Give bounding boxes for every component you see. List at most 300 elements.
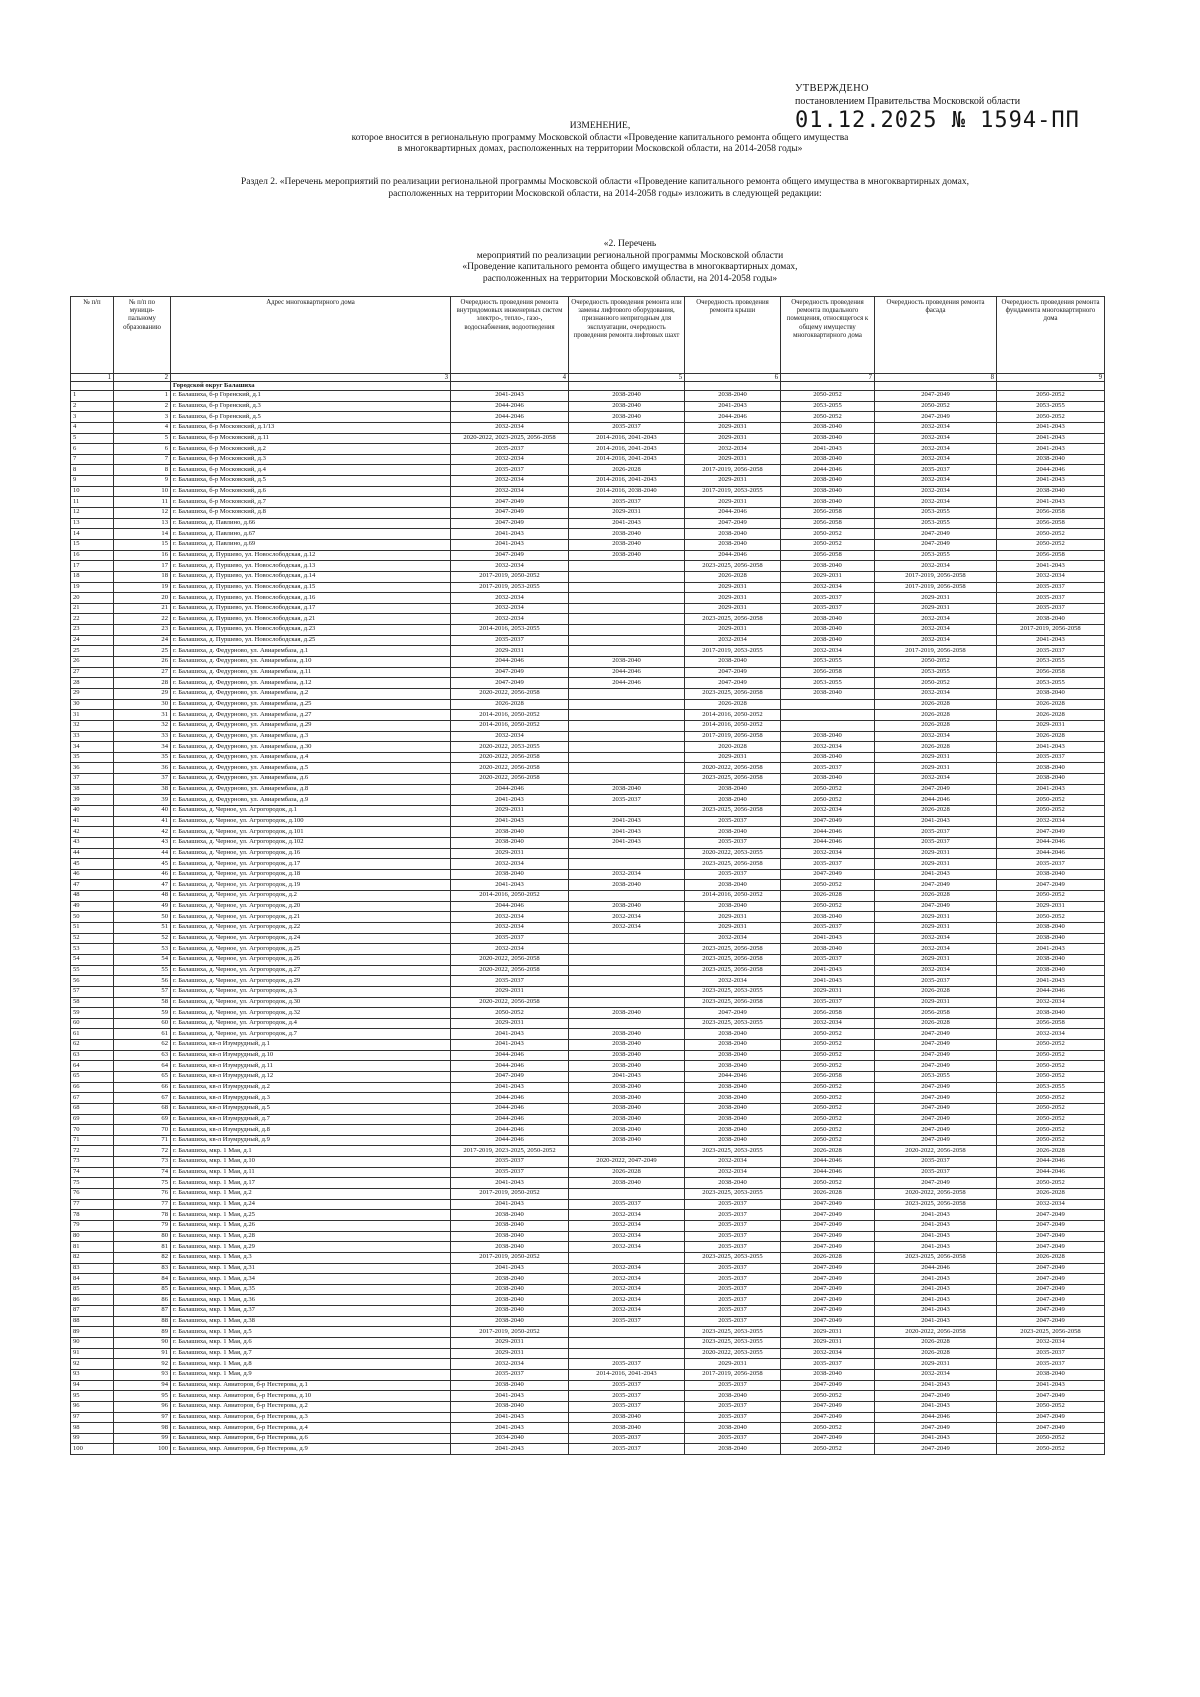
row-number: 30 (71, 699, 114, 710)
facade-period: 2026-2028 (875, 720, 997, 731)
table-row (71, 1391, 1105, 1402)
roof-period: 2047-2049 (685, 518, 781, 529)
elevator-period (569, 986, 685, 997)
basement-period: 2029-2031 (781, 1327, 875, 1338)
row-number: 25 (71, 646, 114, 657)
foundation-period: 2056-2058 (997, 518, 1105, 529)
elevator-period (569, 582, 685, 593)
facade-period: 2023-2025, 2056-2058 (875, 1199, 997, 1210)
facade-period: 2026-2028 (875, 891, 997, 902)
table-row (71, 859, 1105, 870)
row-number: 13 (71, 518, 114, 529)
roof-period: 2023-2025, 2056-2058 (685, 561, 781, 572)
engineering-systems-period: 2041-2043 (451, 795, 569, 806)
row-number: 52 (71, 933, 114, 944)
basement-period: 2038-2040 (781, 422, 875, 433)
facade-period: 2053-2055 (875, 550, 997, 561)
row-number: 29 (71, 688, 114, 699)
basement-period: 2047-2049 (781, 1242, 875, 1253)
municipal-number: 8 (114, 465, 171, 476)
elevator-period: 2014-2016, 2041-2043 (569, 1369, 685, 1380)
address: г. Балашиха, кв-л Изумрудный, д.9 (171, 1135, 451, 1146)
roof-period: 2023-2025, 2056-2058 (685, 944, 781, 955)
engineering-systems-period: 2032-2034 (451, 476, 569, 487)
address: г. Балашиха, д. Федурново, ул. Авиарембаза, д.1 (171, 646, 451, 657)
roof-period: 2023-2025, 2053-2055 (685, 1189, 781, 1200)
elevator-period: 2020-2022, 2047-2049 (569, 1157, 685, 1168)
foundation-period: 2050-2052 (997, 1433, 1105, 1444)
roof-period: 2038-2040 (685, 529, 781, 540)
table-row (71, 454, 1105, 465)
engineering-systems-period: 2038-2040 (451, 869, 569, 880)
municipal-number: 9 (114, 476, 171, 487)
municipal-number: 14 (114, 529, 171, 540)
roof-period: 2023-2025, 2056-2058 (685, 774, 781, 785)
table-row (71, 625, 1105, 636)
foundation-period: 2026-2028 (997, 1252, 1105, 1263)
foundation-period: 2050-2052 (997, 1178, 1105, 1189)
foundation-period: 2035-2037 (997, 859, 1105, 870)
row-number: 53 (71, 944, 114, 955)
address: г. Балашиха, д. Пуршево, ул. Новослободская, д.21 (171, 614, 451, 625)
address: г. Балашиха, д. Федурново, ул. Авиарембаза, д.6 (171, 774, 451, 785)
basement-period: 2050-2052 (781, 1114, 875, 1125)
engineering-systems-period: 2035-2037 (451, 444, 569, 455)
table-row (71, 1093, 1105, 1104)
address: г. Балашиха, д. Черное, ул. Агрогородок, д.1 (171, 805, 451, 816)
foundation-period: 2053-2055 (997, 678, 1105, 689)
engineering-systems-period: 2041-2043 (451, 816, 569, 827)
basement-period: 2050-2052 (781, 1135, 875, 1146)
roof-period: 2014-2016, 2050-2052 (685, 891, 781, 902)
foundation-period: 2041-2043 (997, 784, 1105, 795)
roof-period: 2029-2031 (685, 422, 781, 433)
elevator-period: 2014-2016, 2041-2043 (569, 444, 685, 455)
roof-period: 2038-2040 (685, 1135, 781, 1146)
municipal-number: 24 (114, 635, 171, 646)
facade-period: 2047-2049 (875, 412, 997, 423)
basement-period: 2050-2052 (781, 1423, 875, 1434)
roof-period: 2029-2031 (685, 1359, 781, 1370)
municipal-number: 39 (114, 795, 171, 806)
municipal-number: 71 (114, 1135, 171, 1146)
elevator-period (569, 625, 685, 636)
foundation-period: 2056-2058 (997, 1018, 1105, 1029)
engineering-systems-period: 2020-2022, 2056-2058 (451, 763, 569, 774)
address: г. Балашиха, мкр. 1 Мая, д.11 (171, 1167, 451, 1178)
basement-period: 2050-2052 (781, 391, 875, 402)
facade-period: 2029-2031 (875, 912, 997, 923)
engineering-systems-period: 2032-2034 (451, 454, 569, 465)
address: г. Балашиха, б-р Московский, д.2 (171, 444, 451, 455)
municipal-number: 16 (114, 550, 171, 561)
address: г. Балашиха, д. Пуршево, ул. Новослободская, д.23 (171, 625, 451, 636)
facade-period: 2047-2049 (875, 1061, 997, 1072)
municipal-number: 50 (114, 912, 171, 923)
municipal-number: 18 (114, 571, 171, 582)
basement-period: 2038-2040 (781, 752, 875, 763)
engineering-systems-period: 2038-2040 (451, 1316, 569, 1327)
annex-line-3: «Проведение капитального ремонта общего имущества в многоквартирных домах, (462, 262, 798, 272)
foundation-period: 2035-2037 (997, 603, 1105, 614)
roof-period: 2032-2034 (685, 1157, 781, 1168)
group-row (71, 382, 1105, 391)
table-row (71, 1114, 1105, 1125)
foundation-period: 2050-2052 (997, 1061, 1105, 1072)
table-row (71, 412, 1105, 423)
municipal-number: 56 (114, 976, 171, 987)
address: г. Балашиха, д. Павлино, д.67 (171, 529, 451, 540)
table-row (71, 401, 1105, 412)
row-number: 81 (71, 1242, 114, 1253)
engineering-systems-period: 2032-2034 (451, 944, 569, 955)
roof-period: 2023-2025, 2056-2058 (685, 805, 781, 816)
table-row (71, 699, 1105, 710)
municipal-number: 19 (114, 582, 171, 593)
address: г. Балашиха, мкр. 1 Мая, д.37 (171, 1306, 451, 1317)
foundation-period: 2032-2034 (997, 1199, 1105, 1210)
facade-period: 2032-2034 (875, 486, 997, 497)
facade-period: 2026-2028 (875, 710, 997, 721)
municipal-number: 92 (114, 1359, 171, 1370)
engineering-systems-period: 2035-2037 (451, 635, 569, 646)
facade-period: 2047-2049 (875, 880, 997, 891)
engineering-systems-period: 2032-2034 (451, 912, 569, 923)
table-row (71, 1018, 1105, 1029)
row-number: 80 (71, 1231, 114, 1242)
table-row (71, 731, 1105, 742)
basement-period: 2050-2052 (781, 1061, 875, 1072)
foundation-period: 2035-2037 (997, 752, 1105, 763)
municipal-number: 51 (114, 923, 171, 934)
address: г. Балашиха, д. Федурново, ул. Авиарембаза, д.2 (171, 688, 451, 699)
roof-period: 2029-2031 (685, 582, 781, 593)
foundation-period: 2041-2043 (997, 444, 1105, 455)
municipal-number: 48 (114, 891, 171, 902)
engineering-systems-period: 2035-2037 (451, 1167, 569, 1178)
table-row (71, 774, 1105, 785)
basement-period: 2026-2028 (781, 891, 875, 902)
elevator-period: 2038-2040 (569, 1412, 685, 1423)
basement-period (781, 720, 875, 731)
row-number: 21 (71, 603, 114, 614)
foundation-period: 2026-2028 (997, 1146, 1105, 1157)
engineering-systems-period: 2038-2040 (451, 1274, 569, 1285)
engineering-systems-period: 2032-2034 (451, 422, 569, 433)
basement-period: 2038-2040 (781, 476, 875, 487)
municipal-number: 38 (114, 784, 171, 795)
basement-period: 2035-2037 (781, 763, 875, 774)
row-number: 3 (71, 412, 114, 423)
elevator-period (569, 688, 685, 699)
municipal-number: 84 (114, 1274, 171, 1285)
roof-period: 2038-2040 (685, 1114, 781, 1125)
row-number: 33 (71, 731, 114, 742)
foundation-period: 2038-2040 (997, 923, 1105, 934)
facade-period: 2044-2046 (875, 1263, 997, 1274)
engineering-systems-period: 2038-2040 (451, 1220, 569, 1231)
table-row (71, 422, 1105, 433)
municipal-number: 12 (114, 508, 171, 519)
table-row (71, 1146, 1105, 1157)
roof-period: 2029-2031 (685, 476, 781, 487)
roof-period: 2029-2031 (685, 454, 781, 465)
table-row (71, 561, 1105, 572)
foundation-period: 2047-2049 (997, 1220, 1105, 1231)
table-row (71, 1178, 1105, 1189)
basement-period: 2032-2034 (781, 848, 875, 859)
roof-period: 2029-2031 (685, 433, 781, 444)
row-number: 42 (71, 827, 114, 838)
facade-period: 2047-2049 (875, 1125, 997, 1136)
engineering-systems-period: 2044-2046 (451, 412, 569, 423)
facade-period: 2032-2034 (875, 454, 997, 465)
basement-period: 2044-2046 (781, 827, 875, 838)
table-row (71, 1072, 1105, 1083)
row-number: 63 (71, 1050, 114, 1061)
municipal-number: 83 (114, 1263, 171, 1274)
foundation-period: 2038-2040 (997, 614, 1105, 625)
roof-period: 2023-2025, 2056-2058 (685, 965, 781, 976)
table-row (71, 827, 1105, 838)
elevator-period (569, 859, 685, 870)
engineering-systems-period: 2029-2031 (451, 646, 569, 657)
elevator-period: 2032-2034 (569, 1263, 685, 1274)
foundation-period: 2038-2040 (997, 454, 1105, 465)
roof-period: 2020-2022, 2053-2055 (685, 848, 781, 859)
address: г. Балашиха, д. Пуршево, ул. Новослободская, д.12 (171, 550, 451, 561)
table-row (71, 1157, 1105, 1168)
basement-period: 2041-2043 (781, 444, 875, 455)
row-number: 4 (71, 422, 114, 433)
address: г. Балашиха, д. Пуршево, ул. Новослободская, д.15 (171, 582, 451, 593)
roof-period: 2035-2037 (685, 1295, 781, 1306)
elevator-period (569, 571, 685, 582)
engineering-systems-period: 2044-2046 (451, 1103, 569, 1114)
table-row (71, 944, 1105, 955)
table-row (71, 465, 1105, 476)
basement-period: 2035-2037 (781, 859, 875, 870)
table-row (71, 1412, 1105, 1423)
table-row (71, 1316, 1105, 1327)
row-number: 87 (71, 1306, 114, 1317)
basement-period: 2047-2049 (781, 1433, 875, 1444)
table-row (71, 1295, 1105, 1306)
municipal-number: 93 (114, 1369, 171, 1380)
basement-period: 2035-2037 (781, 603, 875, 614)
basement-period: 2050-2052 (781, 784, 875, 795)
address: г. Балашиха, д. Федурново, ул. Авиарембаза, д.8 (171, 784, 451, 795)
municipal-number: 100 (114, 1444, 171, 1455)
foundation-period: 2041-2043 (997, 497, 1105, 508)
elevator-period: 2038-2040 (569, 901, 685, 912)
roof-period: 2023-2025, 2056-2058 (685, 688, 781, 699)
basement-period: 2047-2049 (781, 1220, 875, 1231)
address: г. Балашиха, д. Черное, ул. Агрогородок, д.26 (171, 954, 451, 965)
basement-period: 2047-2049 (781, 1306, 875, 1317)
section-line-2: расположенных на территории Московской области, на 2014-2058 годы» изложить в следующей редакции: (388, 188, 822, 199)
address: г. Балашиха, мкр. Авиаторов, б-р Нестерова, д.4 (171, 1423, 451, 1434)
basement-period: 2026-2028 (781, 1252, 875, 1263)
engineering-systems-period: 2047-2049 (451, 667, 569, 678)
foundation-period: 2044-2046 (997, 837, 1105, 848)
elevator-period (569, 1348, 685, 1359)
address: г. Балашиха, д. Черное, ул. Агрогородок, д.2 (171, 891, 451, 902)
basement-period: 2050-2052 (781, 795, 875, 806)
row-number: 84 (71, 1274, 114, 1285)
engineering-systems-period: 2017-2019, 2050-2052 (451, 1189, 569, 1200)
row-number: 11 (71, 497, 114, 508)
engineering-systems-period: 2029-2031 (451, 1348, 569, 1359)
address: г. Балашиха, кв-л Изумрудный, д.2 (171, 1082, 451, 1093)
table-row (71, 1423, 1105, 1434)
foundation-period: 2026-2028 (997, 1189, 1105, 1200)
facade-period: 2035-2037 (875, 827, 997, 838)
municipal-number: 61 (114, 1029, 171, 1040)
foundation-period: 2041-2043 (997, 476, 1105, 487)
table-row (71, 1008, 1105, 1019)
foundation-period: 2050-2052 (997, 391, 1105, 402)
basement-period: 2038-2040 (781, 486, 875, 497)
foundation-period: 2050-2052 (997, 529, 1105, 540)
roof-period: 2035-2037 (685, 1433, 781, 1444)
table-row (71, 976, 1105, 987)
facade-period: 2041-2043 (875, 1433, 997, 1444)
municipal-number: 79 (114, 1220, 171, 1231)
col-number: 7 (781, 374, 875, 382)
basement-period: 2032-2034 (781, 1348, 875, 1359)
engineering-systems-period: 2032-2034 (451, 731, 569, 742)
row-number: 96 (71, 1401, 114, 1412)
row-number: 1 (71, 391, 114, 402)
address: г. Балашиха, кв-л Изумрудный, д.8 (171, 1125, 451, 1136)
roof-period: 2017-2019, 2056-2058 (685, 1369, 781, 1380)
roof-period: 2044-2046 (685, 412, 781, 423)
roof-period: 2035-2037 (685, 1401, 781, 1412)
address: г. Балашиха, д. Пуршево, ул. Новослободская, д.13 (171, 561, 451, 572)
basement-period: 2053-2055 (781, 678, 875, 689)
municipal-number: 1 (114, 391, 171, 402)
address: г. Балашиха, д. Федурново, ул. Авиарембаза, д.27 (171, 710, 451, 721)
engineering-systems-period: 2017-2019, 2050-2052 (451, 1327, 569, 1338)
basement-period: 2041-2043 (781, 965, 875, 976)
basement-period: 2056-2058 (781, 550, 875, 561)
row-number: 27 (71, 667, 114, 678)
facade-period: 2029-2031 (875, 954, 997, 965)
elevator-period: 2041-2043 (569, 518, 685, 529)
basement-period: 2047-2049 (781, 1274, 875, 1285)
table-row (71, 1061, 1105, 1072)
facade-period: 2032-2034 (875, 965, 997, 976)
header-row (71, 297, 1105, 374)
basement-period: 2035-2037 (781, 997, 875, 1008)
facade-period: 2041-2043 (875, 1210, 997, 1221)
address: г. Балашиха, д. Черное, ул. Агрогородок, д.100 (171, 816, 451, 827)
basement-period: 2038-2040 (781, 731, 875, 742)
engineering-systems-period: 2047-2049 (451, 518, 569, 529)
municipal-number: 57 (114, 986, 171, 997)
row-number: 31 (71, 710, 114, 721)
facade-period: 2047-2049 (875, 529, 997, 540)
engineering-systems-period: 2029-2031 (451, 1018, 569, 1029)
table-row (71, 688, 1105, 699)
address: г. Балашиха, мкр. 1 Мая, д.29 (171, 1242, 451, 1253)
facade-period: 2050-2052 (875, 401, 997, 412)
address: г. Балашиха, мкр. 1 Мая, д.5 (171, 1327, 451, 1338)
roof-period: 2047-2049 (685, 678, 781, 689)
engineering-systems-period: 2029-2031 (451, 805, 569, 816)
municipal-number: 90 (114, 1338, 171, 1349)
table-row (71, 571, 1105, 582)
table-row (71, 805, 1105, 816)
basement-period: 2056-2058 (781, 508, 875, 519)
row-number: 36 (71, 763, 114, 774)
col-number: 1 (71, 374, 114, 382)
roof-period: 2038-2040 (685, 1029, 781, 1040)
basement-period: 2056-2058 (781, 1008, 875, 1019)
facade-period: 2047-2049 (875, 901, 997, 912)
row-number: 98 (71, 1423, 114, 1434)
row-number: 62 (71, 1040, 114, 1051)
municipal-number: 94 (114, 1380, 171, 1391)
elevator-period: 2038-2040 (569, 529, 685, 540)
decree-number: 01.12.2025 № 1594-ПП (795, 108, 1080, 133)
engineering-systems-period: 2038-2040 (451, 1210, 569, 1221)
table-row (71, 1210, 1105, 1221)
elevator-period: 2038-2040 (569, 1061, 685, 1072)
elevator-period: 2035-2037 (569, 422, 685, 433)
facade-period: 2041-2043 (875, 1295, 997, 1306)
municipal-number: 34 (114, 742, 171, 753)
engineering-systems-period: 2029-2031 (451, 1338, 569, 1349)
foundation-period: 2032-2034 (997, 997, 1105, 1008)
col-number: 3 (171, 374, 451, 382)
facade-period: 2032-2034 (875, 433, 997, 444)
col-number: 9 (997, 374, 1105, 382)
roof-period: 2014-2016, 2050-2052 (685, 720, 781, 731)
row-number: 76 (71, 1189, 114, 1200)
elevator-period: 2038-2040 (569, 1050, 685, 1061)
roof-period: 2035-2037 (685, 1274, 781, 1285)
foundation-period: 2050-2052 (997, 1401, 1105, 1412)
engineering-systems-period: 2041-2043 (451, 1082, 569, 1093)
address: г. Балашиха, б-р Московский, д.5 (171, 476, 451, 487)
basement-period: 2047-2049 (781, 816, 875, 827)
engineering-systems-period: 2041-2043 (451, 1263, 569, 1274)
row-number: 97 (71, 1412, 114, 1423)
engineering-systems-period: 2044-2046 (451, 1050, 569, 1061)
roof-period: 2038-2040 (685, 539, 781, 550)
facade-period: 2029-2031 (875, 763, 997, 774)
roof-period: 2038-2040 (685, 1103, 781, 1114)
roof-period: 2038-2040 (685, 1125, 781, 1136)
roof-period: 2038-2040 (685, 391, 781, 402)
address: г. Балашиха, д. Павлино, д.69 (171, 539, 451, 550)
elevator-period (569, 646, 685, 657)
engineering-systems-period: 2038-2040 (451, 1295, 569, 1306)
address: г. Балашиха, мкр. 1 Мая, д.17 (171, 1178, 451, 1189)
table-row (71, 1050, 1105, 1061)
engineering-systems-period: 2044-2046 (451, 401, 569, 412)
engineering-systems-period: 2034-2040 (451, 1433, 569, 1444)
municipal-number: 74 (114, 1167, 171, 1178)
row-number: 100 (71, 1444, 114, 1455)
basement-period: 2038-2040 (781, 433, 875, 444)
basement-period: 2044-2046 (781, 1157, 875, 1168)
basement-period: 2041-2043 (781, 976, 875, 987)
row-number: 8 (71, 465, 114, 476)
foundation-period: 2032-2034 (997, 1029, 1105, 1040)
